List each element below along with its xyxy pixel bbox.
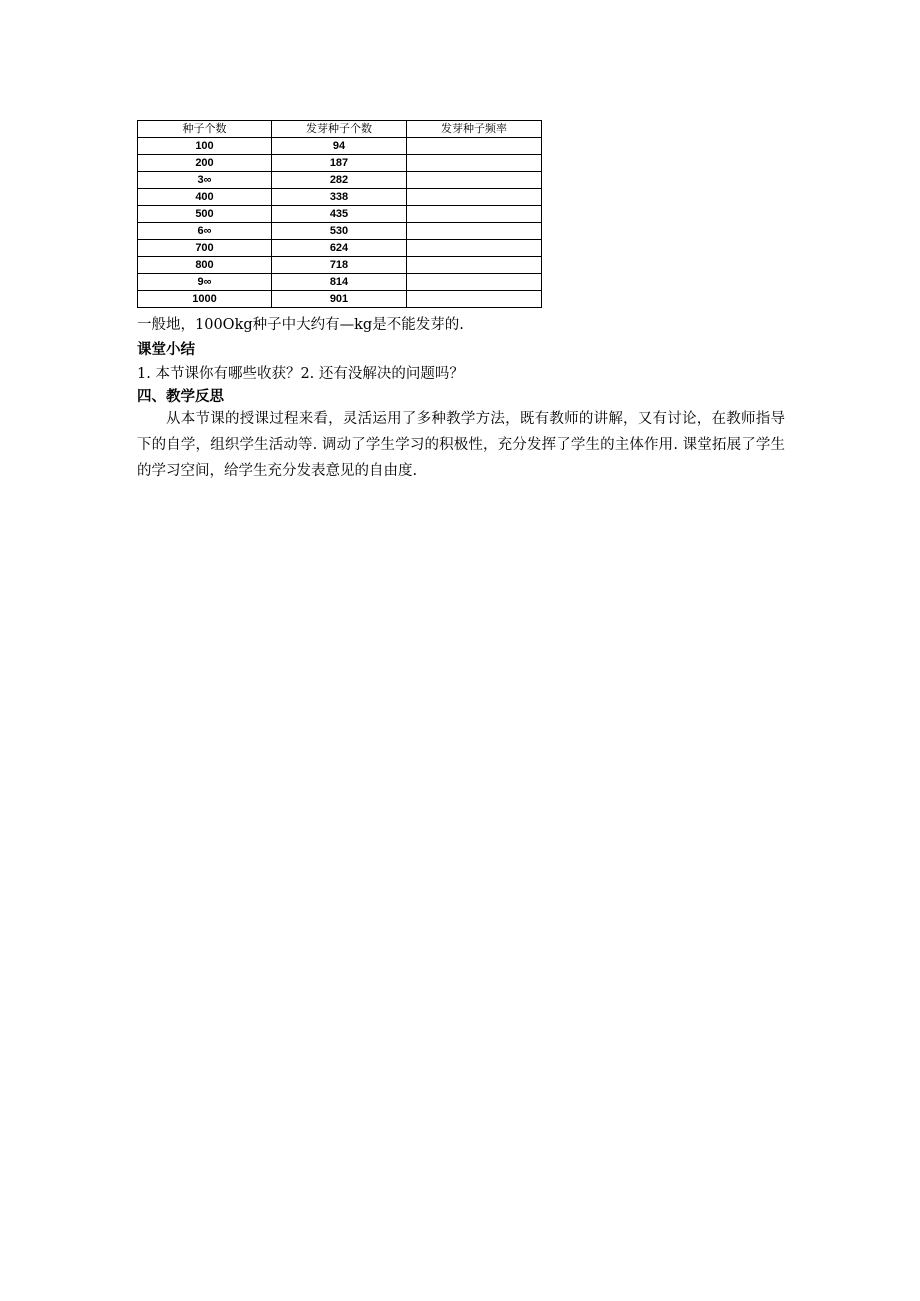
frequency-cell: [407, 172, 542, 189]
table-row: [138, 240, 542, 257]
germinated-count-cell: 901: [272, 291, 407, 308]
reflection-heading: 四、教学反思: [137, 388, 224, 405]
summary-questions: 1. 本节课你有哪些收获？2. 还有没解决的问题吗？: [137, 366, 464, 382]
table-header-row: [138, 121, 542, 138]
frequency-cell: [407, 291, 542, 308]
germinated-count-cell: 338: [272, 189, 407, 206]
germinated-count-cell: 814: [272, 274, 407, 291]
frequency-cell: [407, 257, 542, 274]
table-row: [138, 155, 542, 172]
seed-count-cell: 800: [138, 257, 272, 274]
seed-count-cell: 1000: [138, 291, 272, 308]
reflection-paragraph: 从本节课的授课过程来看，灵活运用了多种教学方法，既有教师的讲解，又有讨论，在教师指导下的自学，组织学生活动等. 调动了学生学习的积极性，充分发挥了学生的主体作用. 课堂拓展了学生的学习空间，给学生充分发表意见的自由度.: [137, 411, 785, 479]
germinated-count-cell: 187: [272, 155, 407, 172]
germinated-count-cell: 624: [272, 240, 407, 257]
seed-count-cell: 700: [138, 240, 272, 257]
header-seed-count: 种子个数: [138, 121, 272, 138]
germinated-count-cell: 282: [272, 172, 407, 189]
table-row: [138, 274, 542, 291]
seed-count-cell: 9∞: [138, 274, 272, 291]
seed-count-cell: 3∞: [138, 172, 272, 189]
table-row: [138, 172, 542, 189]
estimate-question: 一般地，100Okg种子中大约有—kg是不能发芽的.: [137, 317, 464, 333]
table-row: [138, 206, 542, 223]
frequency-cell: [407, 138, 542, 155]
table-row: [138, 291, 542, 308]
frequency-cell: [407, 206, 542, 223]
frequency-cell: [407, 240, 542, 257]
frequency-cell: [407, 274, 542, 291]
table-row: [138, 189, 542, 206]
germinated-count-cell: 530: [272, 223, 407, 240]
table-row: [138, 257, 542, 274]
seed-count-cell: 400: [138, 189, 272, 206]
germinated-count-cell: 718: [272, 257, 407, 274]
header-germinated-count: 发芽种子个数: [272, 121, 407, 138]
seed-germination-table: [137, 120, 542, 308]
table-row: [138, 138, 542, 155]
germinated-count-cell: 435: [272, 206, 407, 223]
germinated-count-cell: 94: [272, 138, 407, 155]
table-row: [138, 223, 542, 240]
seed-count-cell: 6∞: [138, 223, 272, 240]
seed-count-cell: 100: [138, 138, 272, 155]
seed-germination-table-wrapper: [137, 120, 542, 308]
frequency-cell: [407, 155, 542, 172]
summary-heading: 课堂小结: [137, 341, 195, 358]
header-germination-frequency: 发芽种子频率: [407, 121, 542, 138]
seed-count-cell: 500: [138, 206, 272, 223]
seed-count-cell: 200: [138, 155, 272, 172]
frequency-cell: [407, 223, 542, 240]
frequency-cell: [407, 189, 542, 206]
